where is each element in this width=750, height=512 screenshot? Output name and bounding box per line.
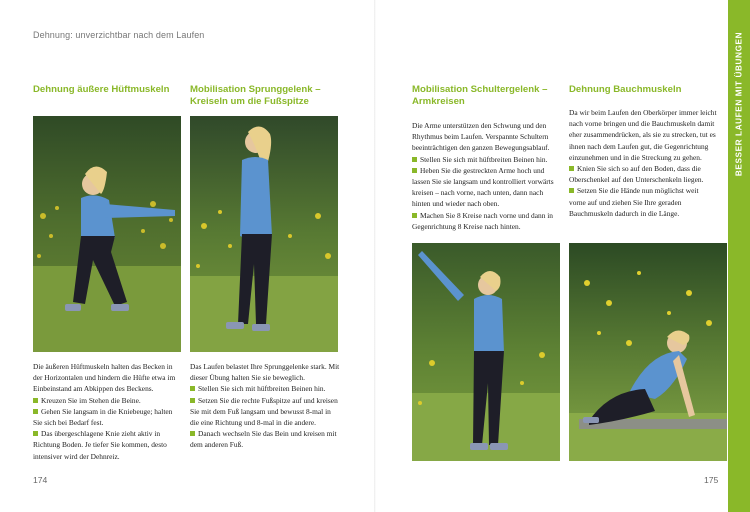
step-text: Stellen Sie sich mit hüftbreiten Beinen hin. — [412, 154, 562, 165]
intro-text: Das Laufen belastet Ihre Sprunggelenke stark. Mit dieser Übung halten Sie sie beweglich. — [190, 362, 340, 383]
step-text: Das übergeschlagene Knie zieht aktiv in Richtung Boden. Je tiefer Sie kommen, desto intensiver wird der Dehnreiz. — [33, 428, 183, 462]
step-text: Heben Sie die gestreckten Arme hoch und lassen Sie sie langsam und kontrolliert vorwärts kreisen – nach vorne, nach unten, dann nach hinten und wieder nach oben. — [412, 165, 562, 210]
heading-shoulder-mobilisation — [412, 84, 562, 108]
intro-text: Die Arme unterstützen den Schwung und den Rhythmus beim Laufen. Verspannte Schultern beeinträchtigen den ganzen Bewegungsablauf. — [412, 121, 550, 153]
photo-hip-stretch — [33, 116, 181, 352]
page-number-right: 175 — [704, 475, 719, 485]
text-ankle-mobilisation — [190, 361, 340, 451]
step-text: Stellen Sie sich mit hüftbreiten Beinen hin. — [190, 383, 340, 394]
step-text: Knien Sie sich so auf den Boden, dass die Oberschenkel auf den Unterschenkeln liegen. — [569, 163, 717, 185]
text-hip-stretch — [33, 361, 183, 462]
photo-shoulder-mobilisation — [412, 243, 560, 461]
step-text: Setzen Sie die Hände nun möglichst weit vorne auf und ziehen Sie Ihre geraden Bauchmuskeln dadurch in die Länge. — [569, 185, 717, 219]
page-gutter — [374, 0, 376, 512]
heading-line: Kreiseln um die Fußspitze — [190, 96, 309, 107]
step-text: Setzen Sie die rechte Fußspitze auf und kreisen Sie mit dem Fuß langsam und bewusst 8-mal in die eine Richtung und 8-mal in die andere. — [190, 395, 340, 429]
heading-line: Armkreisen — [412, 96, 465, 107]
step-text: Kreuzen Sie im Stehen die Beine. — [33, 395, 183, 406]
running-head: Dehnung: unverzichtbar nach dem Laufen — [33, 30, 205, 40]
step-text: Machen Sie 8 Kreise nach vorne und dann in Gegenrichtung 8 Kreise nach hinten. — [412, 210, 562, 232]
heading-line: Mobilisation Schultergelenk – — [412, 84, 548, 95]
step-text: Gehen Sie langsam in die Kniebeuge; halten Sie sich bei Bedarf fest. — [33, 406, 183, 428]
side-tab-label: BESSER LAUFEN MIT ÜBUNGEN — [734, 31, 744, 177]
photo-ankle-mobilisation — [190, 116, 338, 352]
intro-text: Die äußeren Hüftmuskeln halten das Becken in der Horizontalen und hindern die Hüfte etwa im Einbeinstand am Abkippen des Beckens. — [33, 362, 176, 394]
photo-abdominal-stretch — [569, 243, 727, 461]
heading-abdominal-stretch — [569, 84, 719, 96]
step-text: Danach wechseln Sie das Bein und kreisen mit dem anderen Fuß. — [190, 428, 340, 450]
text-abdominal-stretch — [569, 107, 717, 219]
chapter-side-tab — [728, 0, 750, 512]
heading-text: Dehnung Bauchmuskeln — [569, 84, 682, 95]
text-shoulder-mobilisation — [412, 120, 562, 232]
heading-ankle-mobilisation — [190, 84, 350, 108]
page-number-left: 174 — [33, 475, 48, 485]
intro-text: Da wir beim Laufen den Oberkörper immer leicht nach vorne bringen und die Bauchmuskeln damit eher zusammendrücken, als sie zu strecken, tut es ihnen nach dem Laufen gut, die Gegenrichtung einzunehmen und in die Streckung zu gehen. — [569, 108, 717, 162]
heading-text: Dehnung äußere Hüftmuskeln — [33, 84, 170, 95]
heading-line: Mobilisation Sprunggelenk – — [190, 84, 321, 95]
heading-hip-stretch — [33, 84, 183, 96]
